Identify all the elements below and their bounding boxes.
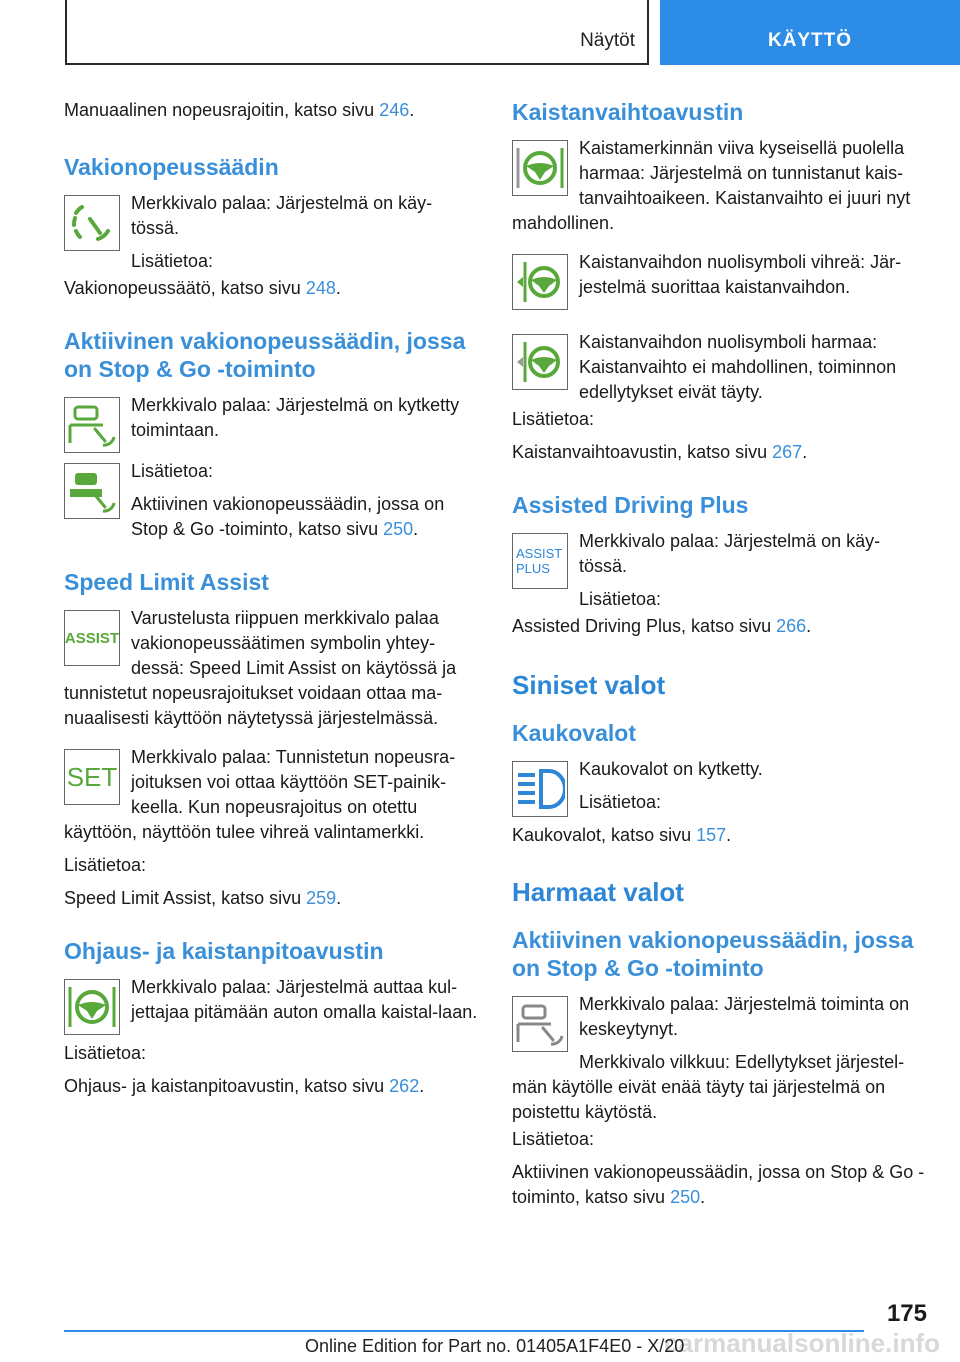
text-paragraph: Merkkivalo vilkkuu: Edellytykset järjestel-män käytölle eivät enää täyty tai järjestelmä on poistettu käytöstä. bbox=[512, 1052, 905, 1122]
reference-paragraph: Speed Limit Assist, katso sivu 259. bbox=[64, 888, 342, 908]
entry-lane-change-green bbox=[512, 250, 928, 316]
left-column bbox=[64, 98, 480, 1099]
entry-active-cruise-ref bbox=[64, 459, 480, 542]
reference-paragraph: Stop & Go -toiminto, katso sivu 250. bbox=[131, 519, 419, 539]
page-link-157[interactable]: 157 bbox=[696, 825, 727, 845]
heading-active-cruise-gray: Aktiivinen vakionopeussäädin, jossa on Stop & Go -toiminto bbox=[512, 927, 914, 981]
text-paragraph: Kaistanvaihdon nuolisymboli vihreä: Jär-jestelmä suorittaa kaistanvaihdon. bbox=[579, 252, 902, 297]
reference-paragraph: Vakionopeussäätö, katso sivu 248. bbox=[64, 278, 341, 298]
reference-paragraph: Aktiivinen vakionopeussäädin, jossa on Stop & Go -toiminto, katso sivu 250. bbox=[512, 1162, 925, 1207]
more-info-label: Lisätietoa: bbox=[131, 461, 214, 481]
page-link-250[interactable]: 250 bbox=[383, 519, 414, 539]
entry-set bbox=[64, 745, 480, 845]
assist-icon bbox=[64, 610, 120, 666]
text-line: tössä. bbox=[131, 218, 180, 238]
heading-high-beam: Kaukovalot bbox=[512, 720, 636, 746]
text-line: Kaukovalot on kytketty. bbox=[579, 759, 763, 779]
text-line: tössä. bbox=[579, 556, 628, 576]
assist-plus-icon bbox=[512, 533, 568, 589]
more-info-label: Lisätietoa: bbox=[64, 855, 147, 875]
entry-speed-limit-assist bbox=[64, 606, 480, 731]
text-paragraph: Merkkivalo palaa: Järjestelmä auttaa kul-jettajaa pitämään auton omalla kaistal-laan. bbox=[131, 977, 478, 1022]
active-cruise-filled-icon bbox=[64, 463, 120, 519]
assist-plus-line2: PLUS bbox=[516, 561, 550, 576]
high-beam-icon bbox=[512, 761, 568, 817]
page-link-250-b[interactable]: 250 bbox=[670, 1187, 701, 1207]
more-info-label: Lisätietoa: bbox=[579, 792, 662, 812]
text-line: Aktiivinen vakionopeussäädin, jossa on bbox=[131, 494, 445, 514]
lane-change-gray-arrow-icon bbox=[512, 334, 568, 390]
page-link-267[interactable]: 267 bbox=[772, 442, 803, 462]
assist-plus-line1: ASSIST bbox=[516, 546, 563, 561]
more-info-label: Lisätietoa: bbox=[512, 409, 595, 429]
text-line: Merkkivalo palaa: Järjestelmä on kytketty bbox=[131, 395, 460, 415]
text-paragraph: Kaistamerkinnän viiva kyseisellä puolella harmaa: Järjestelmä on tunnistanut kais-tanvaihtoaikeen. Kaistanvaihto ei juuri nyt mahdollinen. bbox=[512, 138, 911, 233]
set-icon bbox=[64, 749, 120, 805]
more-info-label: Lisätietoa: bbox=[579, 589, 662, 609]
page-link-259[interactable]: 259 bbox=[306, 888, 337, 908]
set-icon-label: SET bbox=[66, 761, 118, 792]
text-line: Merkkivalo palaa: Järjestelmä on käy- bbox=[579, 531, 881, 551]
footer-edition: Online Edition for Part no. 01405A1F4E0 - X/20 bbox=[305, 1336, 685, 1356]
cruise-control-icon bbox=[64, 195, 120, 251]
heading-cruise-control: Vakionopeussäädin bbox=[64, 154, 279, 180]
intro-paragraph: Manuaalinen nopeusrajoitin, katso sivu 246. bbox=[64, 100, 415, 120]
entry-lane-change-gray-arrow bbox=[512, 330, 928, 405]
text-line: toimintaan. bbox=[131, 420, 220, 440]
entry-assisted-driving-plus bbox=[512, 529, 928, 612]
heading-assisted-driving-plus: Assisted Driving Plus bbox=[512, 492, 749, 518]
entry-active-cruise-gray bbox=[512, 992, 928, 1125]
page-link-262[interactable]: 262 bbox=[389, 1076, 420, 1096]
header-section-box bbox=[65, 0, 649, 65]
lane-change-green-arrow-icon bbox=[512, 254, 568, 310]
heading-blue-lights: Siniset valot bbox=[512, 670, 666, 700]
active-cruise-outline-icon bbox=[64, 397, 120, 453]
header-section-title: Näytöt bbox=[580, 30, 635, 51]
right-column bbox=[512, 98, 928, 1210]
text-paragraph: Merkkivalo palaa: Tunnistetun nopeusra-joituksen voi ottaa käyttöön SET-painik-keella. Kun nopeusrajoitus on otettu käyttöön, näyttöön tulee vihreä valintamerkki. bbox=[64, 747, 456, 842]
active-cruise-gray-icon bbox=[512, 996, 568, 1052]
entry-cruise-control bbox=[64, 191, 480, 274]
heading-gray-lights: Harmaat valot bbox=[512, 877, 684, 907]
header-chapter-title: KÄYTTÖ bbox=[767, 30, 853, 51]
more-info-label: Lisätietoa: bbox=[64, 1043, 147, 1063]
assist-icon-label: ASSIST bbox=[64, 629, 120, 647]
entry-high-beam bbox=[512, 757, 928, 848]
watermark: carmanualsonline.info bbox=[664, 1328, 940, 1358]
steering-wheel-lane-icon bbox=[64, 979, 120, 1035]
heading-speed-limit-assist: Speed Limit Assist bbox=[64, 569, 269, 595]
text-line: Merkkivalo palaa: Järjestelmä on käy- bbox=[131, 193, 433, 213]
reference-paragraph: Kaistanvaihtoavustin, katso sivu 267. bbox=[512, 442, 808, 462]
text-paragraph: Varustelusta riippuen merkkivalo palaa vakionopeussäätimen symbolin yhtey-dessä: Speed Limit Assist on käytössä ja tunnistetut nopeusrajoitukset voidaan ottaa ma-nuaalisesti käyttöön näytetyssä järjestelmässä. bbox=[64, 608, 457, 728]
lane-change-gray-line-icon bbox=[512, 140, 568, 196]
entry-active-cruise bbox=[64, 393, 480, 459]
entry-steering-assist bbox=[64, 975, 480, 1041]
reference-paragraph: Kaukovalot, katso sivu 157. bbox=[512, 825, 732, 845]
heading-active-cruise: Aktiivinen vakionopeussäädin, jossa on Stop & Go -toiminto bbox=[64, 328, 466, 382]
heading-lane-change: Kaistanvaihtoavustin bbox=[512, 99, 744, 125]
more-info-label: Lisätietoa: bbox=[512, 1129, 595, 1149]
page-number: 175 bbox=[886, 1300, 927, 1327]
entry-lane-change-gray bbox=[512, 136, 928, 236]
page-link-266[interactable]: 266 bbox=[776, 616, 807, 636]
reference-paragraph: Ohjaus- ja kaistanpitoavustin, katso sivu 262. bbox=[64, 1076, 425, 1096]
header-chapter-box bbox=[660, 0, 960, 65]
heading-steering-assist: Ohjaus- ja kaistanpitoavustin bbox=[64, 938, 384, 964]
page-link-248[interactable]: 248 bbox=[305, 278, 336, 298]
reference-paragraph: Assisted Driving Plus, katso sivu 266. bbox=[512, 616, 812, 636]
more-info-label: Lisätietoa: bbox=[131, 251, 214, 271]
page-link-246[interactable]: 246 bbox=[379, 100, 410, 120]
text-paragraph: Merkkivalo palaa: Järjestelmä toiminta on keskeytynyt. bbox=[579, 994, 910, 1039]
text-paragraph: Kaistanvaihdon nuolisymboli harmaa: Kaistanvaihto ei mahdollinen, toiminnon edellytykset eivät täyty. bbox=[579, 332, 897, 402]
